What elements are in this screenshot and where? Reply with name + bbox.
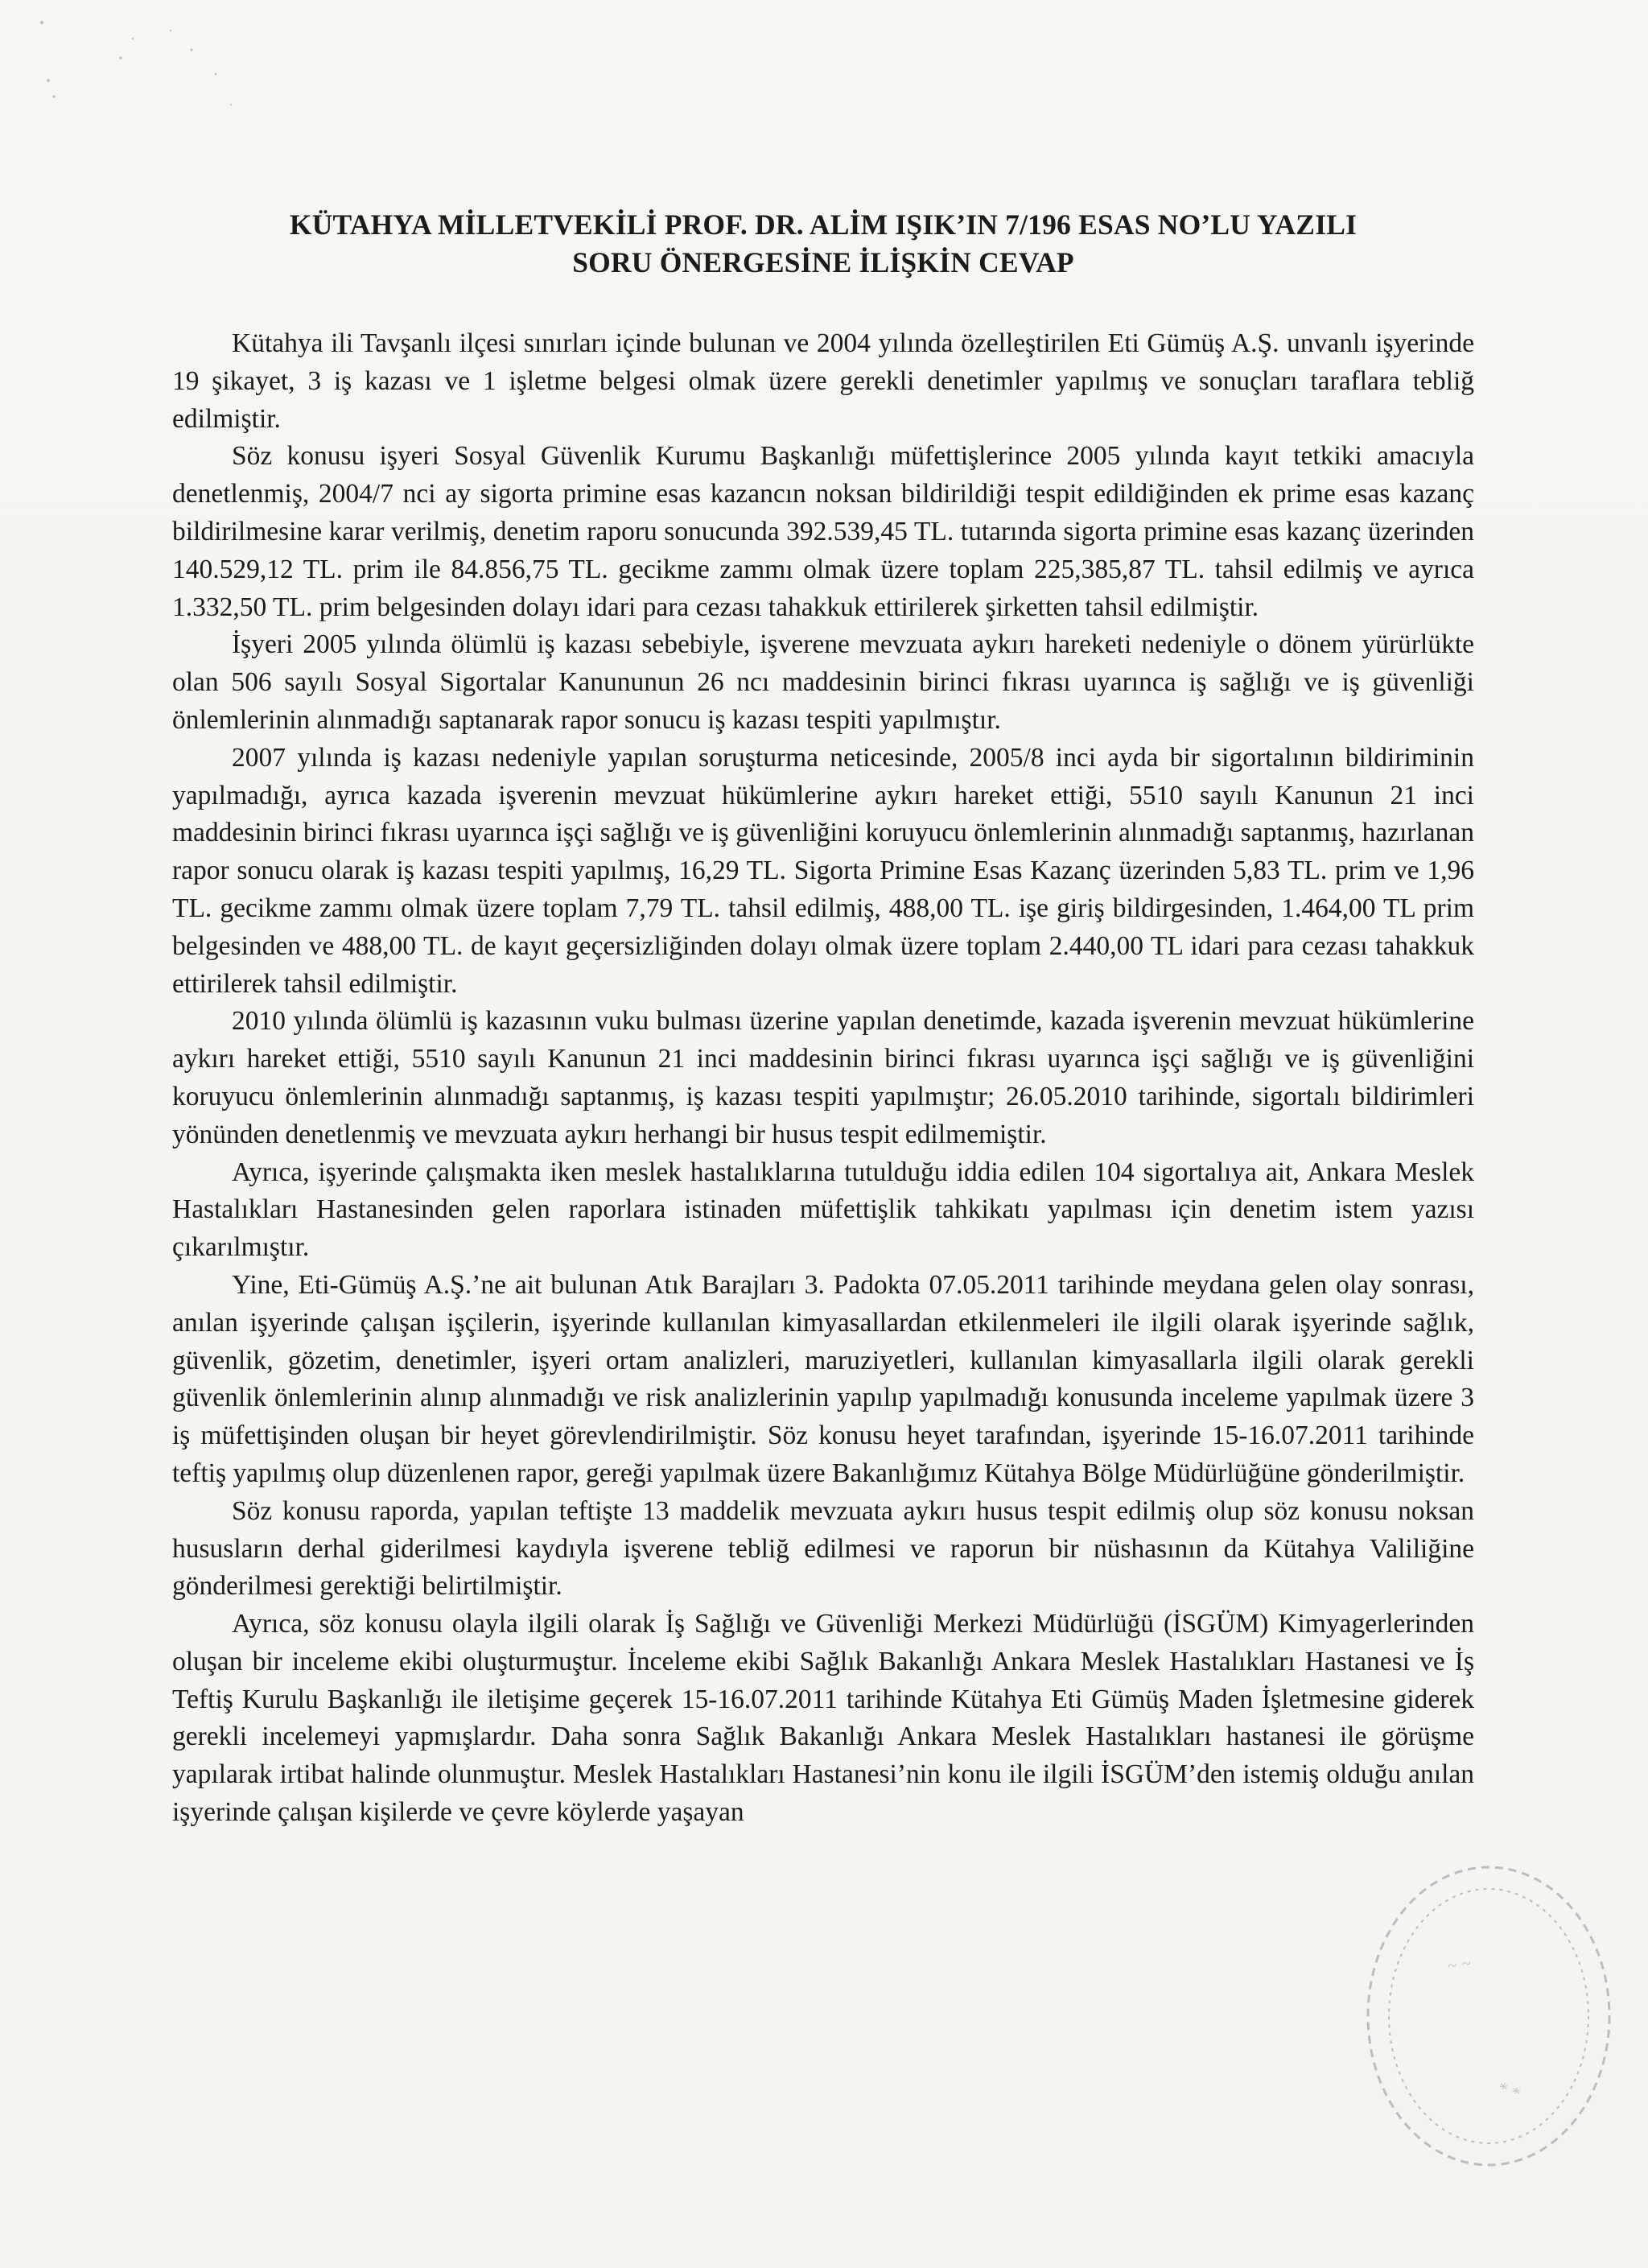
document-title (172, 206, 1474, 282)
paragraph-1: Kütahya ili Tavşanlı ilçesi sınırları içinde bulunan ve 2004 yılında özelleştirilen Eti Gümüş A.Ş. unvanlı işyerinde 19 şikayet, 3 iş kazası ve 1 işletme belgesi olmak üzere gerekli denetimler yapılmış ve sonuçları taraflara tebliğ edilmiştir. (172, 328, 1474, 434)
paragraph-8: Söz konusu raporda, yapılan teftişte 13 maddelik mevzuata aykırı husus tespit edilmiş olup söz konusu noksan hususların derhal giderilmesi kaydıyla işverene tebliğ edilmesi ve raporun bir nüshasının da Kütahya Valiliğine gönderilmesi gerektiği belirtilmiştir. (172, 1495, 1474, 1602)
letter-body (172, 206, 1474, 1832)
svg-text:* *: * * (1495, 2077, 1523, 2105)
official-seal-stamp (1352, 1851, 1617, 2189)
paragraph-5: 2010 yılında ölümlü iş kazasının vuku bulması üzerine yapılan denetimde, kazada işverenin mevzuat hükümlerine aykırı hareket ettiği, 5510 sayılı Kanunun 21 inci maddesinin birinci fıkrası uyarınca işçi sağlığı ve iş güvenliğini koruyucu önlemlerinin alınmadığı saptanmış, iş kazası tespiti yapılmıştır; 26.05.2010 tarihinde, sigortalı bildirimleri yönünden denetlenmiş ve mevzuata aykırı herhangi bir husus tespit edilmemiştir. (172, 1006, 1474, 1149)
paragraph-4: 2007 yılında iş kazası nedeniyle yapılan soruşturma neticesinde, 2005/8 inci ayda bir sigortalının bildiriminin yapılmadığı, ayrıca kazada işverenin mevzuat hükümlerine aykırı hareket ettiği, 5510 sayılı Kanunun 21 inci maddesinin birinci fıkrası uyarınca işçi sağlığı ve iş güvenliğini koruyucu önlemlerinin alınmadığı saptanmış, hazırlanan rapor sonucu olarak iş kazası tespiti yapılmış, 16,29 TL. Sigorta Primine Esas Kazanç üzerinden 5,83 TL. prim ve 1,96 TL. gecikme zammı olmak üzere toplam 7,79 TL. tahsil edilmiş, 488,00 TL. işe giriş bildirgesinden, 1.464,00 TL prim belgesinden ve 488,00 TL. de kayıt geçersizliğinden dolayı olmak üzere toplam 2.440,00 TL idari para cezası tahakkuk ettirilerek tahsil edilmiştir. (172, 742, 1474, 999)
document-paragraphs (172, 325, 1474, 1832)
title-line-1: KÜTAHYA MİLLETVEKİLİ PROF. DR. ALİM IŞIK’IN 7/196 ESAS NO’LU YAZILI (289, 208, 1358, 241)
title-line-2: SORU ÖNERGESİNE İLİŞKİN CEVAP (572, 246, 1074, 278)
svg-text:~ ~: ~ ~ (1446, 1953, 1473, 1976)
paragraph-3: İşyeri 2005 yılında ölümlü iş kazası sebebiyle, işverene mevzuata aykırı hareketi nedeniyle o dönem yürürlükte olan 506 sayılı Sosyal Sigortalar Kanununun 26 ncı maddesinin birinci fıkrası uyarınca iş sağlığı ve iş güvenliği önlemlerinin alınmadığı saptanarak rapor sonucu iş kazası tespiti yapılmıştır. (172, 629, 1474, 735)
paragraph-6: Ayrıca, işyerinde çalışmakta iken meslek hastalıklarına tutulduğu iddia edilen 104 sigortalıya ait, Ankara Meslek Hastalıkları Hastanesinden gelen raporlara istinaden müfettişlik tahkikatı yapılması için denetim istem yazısı çıkarılmıştır. (172, 1157, 1474, 1263)
paragraph-7: Yine, Eti-Gümüş A.Ş.’ne ait bulunan Atık Barajları 3. Padokta 07.05.2011 tarihinde meydana gelen olay sonrası, anılan işyerinde çalışan işçilerin, işyerinde kullanılan kimyasallardan etkilenmeleri ile ilgili olarak işyerinde sağlık, güvenlik, gözetim, denetimler, işyeri ortam analizleri, maruziyetleri, kullanılan kimyasallarla ilgili olarak gerekli güvenlik önlemlerinin alınıp alınmadığı ve risk analizlerinin yapılıp yapılmadığı konusunda inceleme yapılmak üzere 3 iş müfettişinden oluşan bir heyet görevlendirilmiştir. Söz konusu heyet tarafından, işyerinde 15-16.07.2011 tarihinde teftiş yapılmış olup düzenlenen rapor, gereği yapılmak üzere Bakanlığımız Kütahya Bölge Müdürlüğüne gönderilmiştir. (172, 1269, 1474, 1488)
paragraph-2: Söz konusu işyeri Sosyal Güvenlik Kurumu Başkanlığı müfettişlerince 2005 yılında kayıt tetkiki amacıyla denetlenmiş, 2004/7 nci ay sigorta primine esas kazancın noksan bildirildiği tespit edildiğinden ek prime esas kazanç bildirilmesine karar verilmiş, denetim raporu sonucunda 392.539,45 TL. tutarında sigorta primine esas kazanç üzerinden 140.529,12 TL. prim ile 84.856,75 TL. gecikme zammı olmak üzere toplam 225,385,87 TL. tahsil edilmiş ve ayrıca 1.332,50 TL. prim belgesinden dolayı idari para cezası tahakkuk ettirilerek şirketten tahsil edilmiştir. (172, 441, 1474, 622)
paragraph-9: Ayrıca, söz konusu olayla ilgili olarak İş Sağlığı ve Güvenliği Merkezi Müdürlüğü (İSGÜM) Kimyagerlerinden oluşan bir inceleme ekibi oluşturmuştur. İnceleme ekibi Sağlık Bakanlığı Ankara Meslek Hastalıkları Hastanesi ve İş Teftiş Kurulu Başkanlığı ile iletişime geçerek 15-16.07.2011 tarihinde Kütahya Eti Gümüş Maden İşletmesine giderek gerekli incelemeyi yapmışlardır. Daha sonra Sağlık Bakanlığı Ankara Meslek Hastalıkları hastanesi ile görüşme yapılarak irtibat halinde olunmuştur. Meslek Hastalıkları Hastanesi’nin konu ile ilgili İSGÜM’den istemiş olduğu anılan işyerinde çalışan kişilerde ve çevre köylerde yaşayan (172, 1609, 1474, 1828)
